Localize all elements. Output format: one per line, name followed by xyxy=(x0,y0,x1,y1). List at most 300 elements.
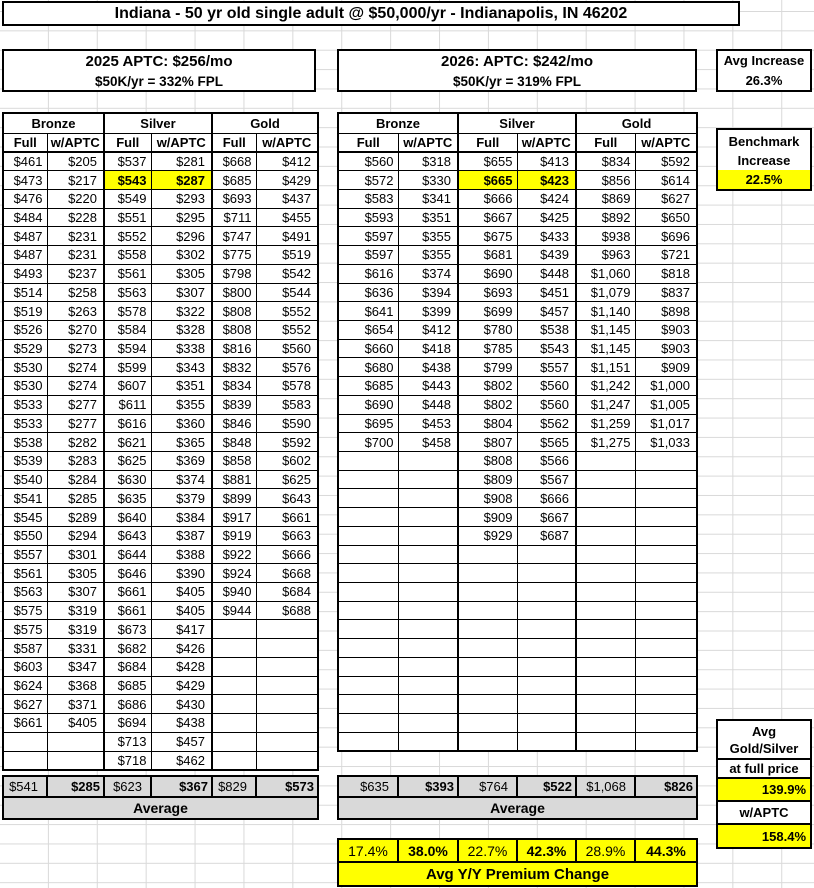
premium-cell[interactable] xyxy=(338,489,398,508)
premium-cell[interactable] xyxy=(635,639,697,658)
premium-cell[interactable]: $575 xyxy=(3,620,47,639)
premium-cell[interactable]: $305 xyxy=(151,264,212,283)
premium-cell[interactable]: $616 xyxy=(338,264,398,283)
premium-cell[interactable]: $775 xyxy=(212,246,256,265)
premium-cell[interactable]: $519 xyxy=(3,302,47,321)
premium-cell[interactable]: $963 xyxy=(576,246,635,265)
premium-cell[interactable]: $834 xyxy=(212,377,256,396)
premium-cell[interactable]: $374 xyxy=(151,470,212,489)
premium-cell[interactable]: $938 xyxy=(576,227,635,246)
premium-cell[interactable]: $572 xyxy=(338,171,398,190)
premium-cell[interactable]: $687 xyxy=(517,526,576,545)
premium-cell[interactable] xyxy=(338,526,398,545)
premium-cell[interactable]: $644 xyxy=(104,545,151,564)
premium-cell[interactable]: $560 xyxy=(517,395,576,414)
premium-cell[interactable]: $625 xyxy=(104,452,151,471)
premium-cell[interactable]: $614 xyxy=(635,171,697,190)
premium-cell[interactable]: $473 xyxy=(3,171,47,190)
yoy-pct-cell[interactable]: 44.3% xyxy=(635,839,697,862)
premium-cell[interactable] xyxy=(338,732,398,751)
yoy-label[interactable]: Avg Y/Y Premium Change xyxy=(338,862,697,886)
premium-cell[interactable]: $919 xyxy=(212,526,256,545)
column-header[interactable]: w/APTC xyxy=(151,133,212,152)
premium-cell[interactable]: $491 xyxy=(256,227,318,246)
premium-cell[interactable]: $668 xyxy=(256,564,318,583)
premium-cell[interactable]: $1,005 xyxy=(635,395,697,414)
premium-cell[interactable]: $425 xyxy=(517,208,576,227)
premium-cell[interactable] xyxy=(576,564,635,583)
premium-cell[interactable]: $423 xyxy=(517,171,576,190)
premium-cell[interactable]: $816 xyxy=(212,339,256,358)
average-cell[interactable]: $285 xyxy=(47,776,104,797)
premium-cell[interactable]: $566 xyxy=(517,452,576,471)
premium-cell[interactable]: $1,275 xyxy=(576,433,635,452)
premium-cell[interactable]: $273 xyxy=(47,339,104,358)
premium-cell[interactable]: $438 xyxy=(151,714,212,733)
premium-cell[interactable]: $808 xyxy=(458,452,517,471)
premium-cell[interactable]: $390 xyxy=(151,564,212,583)
premium-cell[interactable]: $718 xyxy=(104,751,151,770)
premium-cell[interactable]: $557 xyxy=(517,358,576,377)
premium-cell[interactable]: $530 xyxy=(3,358,47,377)
premium-cell[interactable]: $660 xyxy=(338,339,398,358)
premium-cell[interactable]: $293 xyxy=(151,189,212,208)
premium-cell[interactable]: $220 xyxy=(47,189,104,208)
column-header[interactable]: Full xyxy=(458,133,517,152)
premium-cell[interactable] xyxy=(635,470,697,489)
column-header[interactable]: w/APTC xyxy=(635,133,697,152)
premium-cell[interactable] xyxy=(576,508,635,527)
premium-cell[interactable]: $587 xyxy=(3,639,47,658)
premium-cell[interactable]: $543 xyxy=(517,339,576,358)
premium-cell[interactable]: $809 xyxy=(458,470,517,489)
premium-cell[interactable]: $493 xyxy=(3,264,47,283)
premium-cell[interactable] xyxy=(398,564,458,583)
premium-cell[interactable]: $430 xyxy=(151,695,212,714)
premium-cell[interactable]: $270 xyxy=(47,320,104,339)
benchmark-increase-box[interactable] xyxy=(716,128,812,191)
yoy-pct-cell[interactable]: 28.9% xyxy=(576,839,635,862)
premium-cell[interactable] xyxy=(256,639,318,658)
premium-cell[interactable]: $643 xyxy=(104,526,151,545)
premium-cell[interactable]: $426 xyxy=(151,639,212,658)
premium-cell[interactable]: $721 xyxy=(635,246,697,265)
premium-cell[interactable]: $700 xyxy=(338,433,398,452)
premium-cell[interactable]: $388 xyxy=(151,545,212,564)
premium-cell[interactable]: $263 xyxy=(47,302,104,321)
premium-cell[interactable]: $668 xyxy=(212,152,256,171)
premium-cell[interactable] xyxy=(338,470,398,489)
premium-cell[interactable] xyxy=(256,732,318,751)
column-header[interactable]: Full xyxy=(576,133,635,152)
premium-cell[interactable]: $379 xyxy=(151,489,212,508)
premium-cell[interactable]: $277 xyxy=(47,395,104,414)
premium-cell[interactable]: $785 xyxy=(458,339,517,358)
premium-cell[interactable]: $544 xyxy=(256,283,318,302)
premium-cell[interactable]: $899 xyxy=(212,489,256,508)
premium-cell[interactable] xyxy=(458,657,517,676)
premium-cell[interactable]: $1,033 xyxy=(635,433,697,452)
premium-cell[interactable] xyxy=(576,526,635,545)
premium-cell[interactable]: $640 xyxy=(104,508,151,527)
premium-cell[interactable]: $675 xyxy=(458,227,517,246)
premium-cell[interactable] xyxy=(517,695,576,714)
premium-cell[interactable]: $665 xyxy=(458,171,517,190)
premium-cell[interactable]: $567 xyxy=(517,470,576,489)
premium-cell[interactable]: $562 xyxy=(517,414,576,433)
premium-cell[interactable]: $277 xyxy=(47,414,104,433)
premium-cell[interactable]: $294 xyxy=(47,526,104,545)
premium-cell[interactable]: $387 xyxy=(151,526,212,545)
premium-cell[interactable]: $457 xyxy=(517,302,576,321)
premium-cell[interactable] xyxy=(517,732,576,751)
column-header[interactable]: w/APTC xyxy=(256,133,318,152)
premium-cell[interactable] xyxy=(635,508,697,527)
premium-cell[interactable] xyxy=(338,657,398,676)
premium-cell[interactable]: $301 xyxy=(47,545,104,564)
premium-cell[interactable] xyxy=(635,452,697,471)
metal-group-header[interactable]: Gold xyxy=(576,113,697,133)
premium-cell[interactable]: $394 xyxy=(398,283,458,302)
premium-cell[interactable]: $593 xyxy=(338,208,398,227)
premium-cell[interactable]: $429 xyxy=(151,676,212,695)
premium-cell[interactable]: $666 xyxy=(517,489,576,508)
premium-cell[interactable] xyxy=(47,732,104,751)
premium-cell[interactable]: $646 xyxy=(104,564,151,583)
premium-cell[interactable]: $630 xyxy=(104,470,151,489)
premium-cell[interactable]: $443 xyxy=(398,377,458,396)
premium-cell[interactable]: $1,259 xyxy=(576,414,635,433)
premium-cell[interactable]: $695 xyxy=(338,414,398,433)
premium-cell[interactable]: $258 xyxy=(47,283,104,302)
premium-cell[interactable] xyxy=(398,714,458,733)
premium-cell[interactable]: $331 xyxy=(47,639,104,658)
premium-cell[interactable] xyxy=(212,732,256,751)
premium-cell[interactable]: $428 xyxy=(151,657,212,676)
premium-cell[interactable]: $837 xyxy=(635,283,697,302)
premium-cell[interactable]: $484 xyxy=(3,208,47,227)
premium-cell[interactable]: $667 xyxy=(458,208,517,227)
premium-cell[interactable]: $846 xyxy=(212,414,256,433)
premium-cell[interactable]: $592 xyxy=(635,152,697,171)
premium-cell[interactable]: $281 xyxy=(151,152,212,171)
premium-cell[interactable]: $690 xyxy=(458,264,517,283)
yoy-pct-cell[interactable]: 38.0% xyxy=(398,839,458,862)
premium-cell[interactable] xyxy=(398,620,458,639)
premium-cell[interactable]: $655 xyxy=(458,152,517,171)
premium-cell[interactable]: $462 xyxy=(151,751,212,770)
premium-cell[interactable] xyxy=(338,620,398,639)
premium-cell[interactable] xyxy=(256,695,318,714)
premium-cell[interactable]: $603 xyxy=(3,657,47,676)
premium-cell[interactable]: $405 xyxy=(151,583,212,602)
premium-cell[interactable]: $747 xyxy=(212,227,256,246)
premium-cell[interactable]: $881 xyxy=(212,470,256,489)
premium-cell[interactable] xyxy=(398,676,458,695)
metal-group-header[interactable]: Bronze xyxy=(3,113,104,133)
premium-cell[interactable]: $533 xyxy=(3,395,47,414)
premium-cell[interactable]: $319 xyxy=(47,601,104,620)
metal-group-header[interactable]: Gold xyxy=(212,113,318,133)
premium-cell[interactable] xyxy=(517,676,576,695)
premium-cell[interactable]: $399 xyxy=(398,302,458,321)
premium-cell[interactable]: $538 xyxy=(3,433,47,452)
premium-cell[interactable]: $412 xyxy=(256,152,318,171)
premium-cell[interactable]: $287 xyxy=(151,171,212,190)
premium-cell[interactable]: $413 xyxy=(517,152,576,171)
premium-cell[interactable]: $597 xyxy=(338,227,398,246)
column-header[interactable]: Full xyxy=(212,133,256,152)
column-header[interactable]: w/APTC xyxy=(398,133,458,152)
premium-cell[interactable]: $892 xyxy=(576,208,635,227)
premium-cell[interactable] xyxy=(212,657,256,676)
premium-cell[interactable] xyxy=(576,545,635,564)
premium-cell[interactable]: $680 xyxy=(338,358,398,377)
premium-cell[interactable]: $1,242 xyxy=(576,377,635,396)
premium-cell[interactable] xyxy=(458,564,517,583)
premium-cell[interactable]: $690 xyxy=(338,395,398,414)
average-cell[interactable]: $623 xyxy=(104,776,151,797)
premium-cell[interactable]: $682 xyxy=(104,639,151,658)
premium-cell[interactable]: $1,079 xyxy=(576,283,635,302)
premium-cell[interactable]: $451 xyxy=(517,283,576,302)
column-header[interactable]: Full xyxy=(3,133,47,152)
premium-cell[interactable]: $643 xyxy=(256,489,318,508)
premium-cell[interactable] xyxy=(338,714,398,733)
premium-cell[interactable] xyxy=(398,732,458,751)
premium-cell[interactable]: $667 xyxy=(517,508,576,527)
premium-cell[interactable] xyxy=(635,657,697,676)
premium-cell[interactable]: $289 xyxy=(47,508,104,527)
premium-cell[interactable]: $711 xyxy=(212,208,256,227)
premium-cell[interactable] xyxy=(338,452,398,471)
average-cell[interactable]: $635 xyxy=(338,776,398,797)
premium-cell[interactable]: $453 xyxy=(398,414,458,433)
premium-cell[interactable] xyxy=(47,751,104,770)
premium-cell[interactable]: $296 xyxy=(151,227,212,246)
premium-cell[interactable] xyxy=(576,714,635,733)
premium-cell[interactable]: $560 xyxy=(338,152,398,171)
average-cell[interactable]: $367 xyxy=(151,776,212,797)
premium-cell[interactable]: $384 xyxy=(151,508,212,527)
premium-cell[interactable] xyxy=(398,452,458,471)
premium-cell[interactable]: $625 xyxy=(256,470,318,489)
premium-cell[interactable] xyxy=(576,452,635,471)
premium-cell[interactable]: $832 xyxy=(212,358,256,377)
premium-cell[interactable]: $205 xyxy=(47,152,104,171)
premium-cell[interactable]: $685 xyxy=(212,171,256,190)
premium-cell[interactable]: $661 xyxy=(256,508,318,527)
average-cell[interactable]: $764 xyxy=(458,776,517,797)
premium-cell[interactable]: $274 xyxy=(47,377,104,396)
premium-cell[interactable]: $597 xyxy=(338,246,398,265)
premium-cell[interactable]: $917 xyxy=(212,508,256,527)
metal-group-header[interactable]: Silver xyxy=(104,113,212,133)
premium-cell[interactable]: $808 xyxy=(212,302,256,321)
premium-cell[interactable] xyxy=(576,657,635,676)
premium-cell[interactable]: $448 xyxy=(398,395,458,414)
average-cell[interactable]: $522 xyxy=(517,776,576,797)
premium-cell[interactable]: $282 xyxy=(47,433,104,452)
premium-cell[interactable]: $594 xyxy=(104,339,151,358)
premium-cell[interactable]: $624 xyxy=(3,676,47,695)
premium-cell[interactable]: $537 xyxy=(104,152,151,171)
premium-cell[interactable] xyxy=(398,526,458,545)
premium-cell[interactable] xyxy=(576,470,635,489)
premium-cell[interactable]: $681 xyxy=(458,246,517,265)
premium-cell[interactable] xyxy=(458,639,517,658)
premium-cell[interactable]: $550 xyxy=(3,526,47,545)
premium-cell[interactable]: $940 xyxy=(212,583,256,602)
premium-cell[interactable]: $856 xyxy=(576,171,635,190)
premium-cell[interactable]: $514 xyxy=(3,283,47,302)
premium-cell[interactable]: $909 xyxy=(458,508,517,527)
premium-cell[interactable]: $693 xyxy=(212,189,256,208)
column-header[interactable]: Full xyxy=(104,133,151,152)
premium-cell[interactable]: $666 xyxy=(458,189,517,208)
premium-cell[interactable] xyxy=(212,620,256,639)
premium-cell[interactable]: $929 xyxy=(458,526,517,545)
premium-cell[interactable] xyxy=(635,676,697,695)
premium-cell[interactable]: $565 xyxy=(517,433,576,452)
premium-cell[interactable] xyxy=(3,751,47,770)
premium-cell[interactable]: $231 xyxy=(47,227,104,246)
average-label[interactable]: Average xyxy=(338,797,697,819)
premium-cell[interactable] xyxy=(398,508,458,527)
premium-cell[interactable]: $541 xyxy=(3,489,47,508)
premium-cell[interactable]: $417 xyxy=(151,620,212,639)
premium-cell[interactable] xyxy=(458,583,517,602)
premium-cell[interactable]: $369 xyxy=(151,452,212,471)
premium-cell[interactable] xyxy=(338,564,398,583)
premium-cell[interactable]: $666 xyxy=(256,545,318,564)
premium-cell[interactable]: $552 xyxy=(256,320,318,339)
premium-cell[interactable]: $1,151 xyxy=(576,358,635,377)
premium-cell[interactable] xyxy=(517,639,576,658)
premium-cell[interactable] xyxy=(398,657,458,676)
premium-cell[interactable] xyxy=(635,601,697,620)
premium-cell[interactable]: $663 xyxy=(256,526,318,545)
premium-cell[interactable]: $1,145 xyxy=(576,339,635,358)
premium-cell[interactable] xyxy=(576,732,635,751)
premium-cell[interactable]: $661 xyxy=(3,714,47,733)
premium-cell[interactable]: $558 xyxy=(104,246,151,265)
premium-cell[interactable]: $307 xyxy=(47,583,104,602)
average-cell[interactable]: $826 xyxy=(635,776,697,797)
premium-cell[interactable]: $341 xyxy=(398,189,458,208)
premium-cell[interactable]: $319 xyxy=(47,620,104,639)
premium-cell[interactable]: $330 xyxy=(398,171,458,190)
average-cell[interactable]: $573 xyxy=(256,776,318,797)
premium-cell[interactable]: $799 xyxy=(458,358,517,377)
premium-cell[interactable]: $607 xyxy=(104,377,151,396)
premium-cell[interactable]: $898 xyxy=(635,302,697,321)
premium-cell[interactable]: $448 xyxy=(517,264,576,283)
premium-cell[interactable]: $636 xyxy=(338,283,398,302)
premium-cell[interactable]: $351 xyxy=(398,208,458,227)
premium-cell[interactable] xyxy=(398,489,458,508)
premium-cell[interactable]: $539 xyxy=(3,452,47,471)
premium-cell[interactable]: $804 xyxy=(458,414,517,433)
premium-cell[interactable]: $696 xyxy=(635,227,697,246)
premium-cell[interactable]: $487 xyxy=(3,227,47,246)
premium-cell[interactable]: $371 xyxy=(47,695,104,714)
premium-cell[interactable]: $217 xyxy=(47,171,104,190)
premium-cell[interactable]: $800 xyxy=(212,283,256,302)
premium-cell[interactable]: $903 xyxy=(635,339,697,358)
premium-cell[interactable]: $858 xyxy=(212,452,256,471)
premium-cell[interactable]: $374 xyxy=(398,264,458,283)
premium-cell[interactable] xyxy=(3,732,47,751)
avg-increase-box[interactable] xyxy=(716,49,812,92)
premium-cell[interactable]: $542 xyxy=(256,264,318,283)
premium-cell[interactable]: $295 xyxy=(151,208,212,227)
premium-cell[interactable] xyxy=(398,470,458,489)
premium-cell[interactable]: $903 xyxy=(635,320,697,339)
premium-cell[interactable]: $578 xyxy=(104,302,151,321)
premium-cell[interactable] xyxy=(212,751,256,770)
premium-cell[interactable]: $424 xyxy=(517,189,576,208)
premium-cell[interactable]: $693 xyxy=(458,283,517,302)
premium-cell[interactable] xyxy=(398,583,458,602)
premium-cell[interactable]: $284 xyxy=(47,470,104,489)
premium-cell[interactable] xyxy=(517,620,576,639)
premium-cell[interactable]: $592 xyxy=(256,433,318,452)
premium-cell[interactable] xyxy=(458,695,517,714)
premium-cell[interactable]: $909 xyxy=(635,358,697,377)
premium-cell[interactable] xyxy=(576,676,635,695)
premium-cell[interactable]: $418 xyxy=(398,339,458,358)
premium-cell[interactable]: $438 xyxy=(398,358,458,377)
premium-cell[interactable]: $305 xyxy=(47,564,104,583)
premium-cell[interactable] xyxy=(338,676,398,695)
average-cell[interactable]: $829 xyxy=(212,776,256,797)
premium-cell[interactable]: $433 xyxy=(517,227,576,246)
average-cell[interactable]: $393 xyxy=(398,776,458,797)
premium-cell[interactable]: $616 xyxy=(104,414,151,433)
premium-cell[interactable]: $834 xyxy=(576,152,635,171)
premium-cell[interactable]: $487 xyxy=(3,246,47,265)
premium-cell[interactable]: $583 xyxy=(338,189,398,208)
premium-cell[interactable]: $560 xyxy=(517,377,576,396)
premium-cell[interactable]: $808 xyxy=(212,320,256,339)
premium-cell[interactable]: $848 xyxy=(212,433,256,452)
premium-cell[interactable]: $412 xyxy=(398,320,458,339)
premium-cell[interactable] xyxy=(398,695,458,714)
premium-cell[interactable] xyxy=(576,620,635,639)
premium-cell[interactable] xyxy=(635,489,697,508)
column-header[interactable]: Full xyxy=(338,133,398,152)
premium-cell[interactable]: $818 xyxy=(635,264,697,283)
premium-cell[interactable]: $557 xyxy=(3,545,47,564)
premium-cell[interactable] xyxy=(338,583,398,602)
premium-cell[interactable]: $611 xyxy=(104,395,151,414)
premium-cell[interactable]: $802 xyxy=(458,377,517,396)
premium-cell[interactable]: $526 xyxy=(3,320,47,339)
premium-cell[interactable]: $538 xyxy=(517,320,576,339)
premium-cell[interactable]: $365 xyxy=(151,433,212,452)
premium-cell[interactable]: $530 xyxy=(3,377,47,396)
premium-cell[interactable] xyxy=(635,526,697,545)
premium-cell[interactable] xyxy=(576,639,635,658)
premium-cell[interactable]: $360 xyxy=(151,414,212,433)
premium-cell[interactable] xyxy=(458,714,517,733)
premium-cell[interactable]: $355 xyxy=(398,246,458,265)
premium-cell[interactable]: $437 xyxy=(256,189,318,208)
premium-cell[interactable] xyxy=(398,639,458,658)
metal-group-header[interactable]: Bronze xyxy=(338,113,458,133)
premium-cell[interactable]: $328 xyxy=(151,320,212,339)
